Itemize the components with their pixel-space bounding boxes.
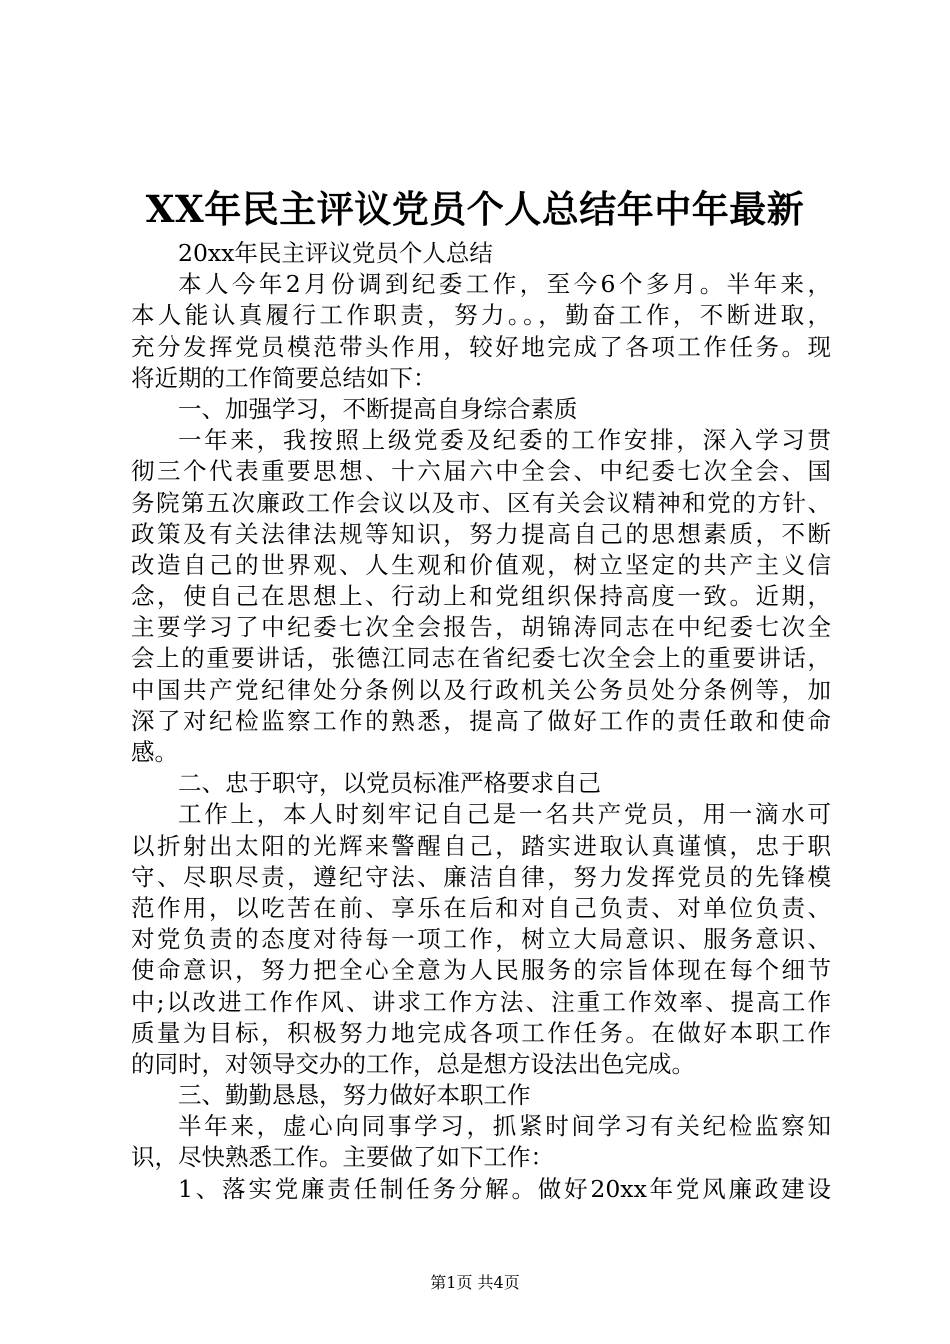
text-line: 改造自己的世界观、人生观和价值观，树立坚定的共产主义信 (131, 550, 831, 579)
text-line: 质量为目标，积极努力地完成各项工作任务。在做好本职工作 (131, 1018, 831, 1047)
text-line: 中;以改进工作作风、讲求工作方法、注重工作效率、提高工作 (131, 987, 831, 1016)
text-line: 务院第五次廉政工作会议以及市、区有关会议精神和党的方针、 (131, 488, 831, 517)
text-line: 范作用，以吃苦在前、享乐在后和对自己负责、对单位负责、 (131, 893, 831, 922)
text-line: 20xx年民主评议党员个人总结 (178, 239, 493, 267)
text-line: 主要学习了中纪委七次全会报告，胡锦涛同志在中纪委七次全 (131, 613, 831, 642)
text-line: 的同时，对领导交办的工作，总是想方设法出色完成。 (131, 1049, 695, 1078)
text-line: 彻三个代表重要思想、十六届六中全会、中纪委七次全会、国 (131, 457, 831, 486)
text-line: 政策及有关法律法规等知识，努力提高自己的思想素质，不断 (131, 519, 831, 548)
text-line: 深了对纪检监察工作的熟悉，提高了做好工作的责任敢和使命 (131, 706, 831, 735)
text-line: 守、尽职尽责，遵纪守法、廉洁自律，努力发挥党员的先锋模 (131, 862, 831, 891)
text-line: 对党负责的态度对待每一项工作，树立大局意识、服务意识、 (131, 925, 831, 954)
text-line: 中国共产党纪律处分条例以及行政机关公务员处分条例等，加 (131, 675, 831, 704)
text-line: 半年来，虚心向同事学习，抓紧时间学习有关纪检监察知 (178, 1112, 831, 1141)
text-line: 会上的重要讲话，张德江同志在省纪委七次全会上的重要讲话， (131, 644, 831, 673)
text-line: 工作上，本人时刻牢记自己是一名共产党员，用一滴水可 (178, 800, 831, 829)
text-line: 识，尽快熟悉工作。主要做了如下工作： (131, 1143, 554, 1172)
page-footer: 第1页 共4页 (430, 1273, 520, 1292)
text-line: 念，使自己在思想上、行动上和党组织保持高度一致。近期， (131, 582, 831, 611)
document-body (131, 238, 831, 1205)
text-line: 以折射出太阳的光辉来警醒自己，踏实进取认真谨慎，忠于职 (131, 831, 831, 860)
text-line: 1、落实党廉责任制任务分解。做好20xx年党风廉政建设 (178, 1174, 831, 1203)
text-line: 一年来，我按照上级党委及纪委的工作安排，深入学习贯 (178, 426, 831, 455)
document-title: XX年民主评议党员个人总结年中年最新 (145, 187, 805, 231)
text-line: 使命意识，努力把全心全意为人民服务的宗旨体现在每个细节 (131, 956, 831, 985)
text-line: 感。 (131, 738, 178, 766)
text-line: 三、勤勤恳恳，努力做好本职工作 (178, 1081, 531, 1110)
text-line: 二、忠于职守，以党员标准严格要求自己 (178, 769, 601, 798)
text-line: 一、加强学习，不断提高自身综合素质 (178, 394, 578, 423)
text-line: 将近期的工作简要总结如下： (131, 363, 437, 392)
text-line: 本人今年2月份调到纪委工作，至今6个多月。半年来， (178, 270, 831, 299)
text-line: 本人能认真履行工作职责，努力。。，勤奋工作，不断进取， (131, 301, 831, 330)
text-line: 充分发挥党员模范带头作用，较好地完成了各项工作任务。现 (131, 332, 831, 361)
